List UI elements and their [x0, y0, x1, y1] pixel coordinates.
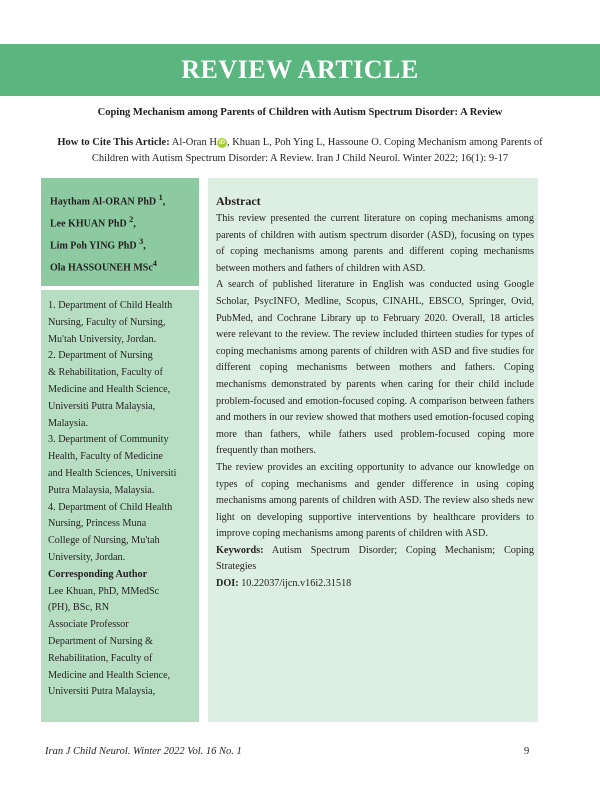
- affiliation-line: and Health Sciences, Universiti: [48, 467, 177, 479]
- affiliation-line: 4. Department of Child Health: [48, 501, 173, 513]
- article-title: Coping Mechanism among Parents of Children with Autism Spectrum Disorder: A Review: [97, 107, 503, 118]
- orcid-icon[interactable]: iD: [218, 140, 225, 146]
- doi-link[interactable]: 10.22037/ijcn.v16i2.31518: [241, 578, 352, 590]
- affiliation-line: & Rehabilitation, Faculty of: [48, 367, 163, 379]
- author-entry: Ola HASSOUNEH MSc$^4$: [50, 259, 157, 274]
- abstract-paragraph: The review provides an exciting opportunity to advance our knowledge on types of coping mechanisms and gender difference in using coping mechanisms among parents of children with ASD. The review also sheds new light on developing supportive interventions by healthcare providers to improve coping mechanisms among parents of children with ASD.: [216, 461, 534, 540]
- affiliation-line: 3. Department of Community: [48, 434, 169, 446]
- author-entry: Lim Poh YING PhD $^3$,: [50, 237, 146, 252]
- affiliation-line: Mu'tah University, Jordan.: [48, 333, 157, 345]
- citation: [40, 135, 560, 167]
- abstract-panel: [208, 178, 538, 722]
- page-number: 9: [524, 746, 530, 757]
- corresponding-author-heading: Corresponding Author: [48, 568, 148, 580]
- affiliation-line: Universiti Putra Malaysia,: [48, 400, 156, 412]
- author-entry: Haytham Al-ORAN PhD $^1$,: [50, 193, 166, 208]
- footer-journal-info: Iran J Child Neurol. Winter 2022 Vol. 16 No. 1: [45, 746, 242, 757]
- affiliation-line: College of Nursing, Mu'tah: [48, 535, 160, 547]
- doi: DOI: 10.22037/ijcn.v16i2.31518: [216, 578, 352, 590]
- affiliation-line: Health, Faculty of Medicine: [48, 451, 163, 463]
- corresponding-line: Rehabilitation, Faculty of: [48, 652, 153, 664]
- authors-panel: [41, 178, 199, 286]
- corresponding-line: Associate Professor: [48, 619, 129, 631]
- article-type-banner: REVIEW ARTICLE: [0, 44, 600, 96]
- abstract-paragraph: A search of published literature in English was conducted using Google Scholar, PsycINFO, Medline, Scopus, CINAHL, EBSCO, Springer, Ovid, PubMed, and Cochrane Library up to February 2020. Overall, 18 articles were relevant to the review. The review included thirteen studies for types of coping mechanisms among parents of children with ASD and five studies for different coping mechanisms between mothers and fathers. Coping mechanisms demonstrated by parents when caring for their child include problem-focused and emotion-focused coping. A comparison between fathers and mothers in our review showed that mothers used emotion-focused coping more than fathers, while fathers used problem-focused coping more frequently than mothers.: [216, 279, 534, 457]
- affiliation-line: Medicine and Health Science,: [48, 383, 171, 395]
- citation-label: How to Cite This Article:: [57, 137, 170, 148]
- affiliation-line: Nursing, Faculty of Nursing,: [48, 316, 166, 328]
- abstract-heading: Abstract: [216, 194, 261, 208]
- affiliation-line: University, Jordan.: [48, 551, 126, 563]
- affiliation-line: Malaysia.: [48, 417, 88, 429]
- corresponding-line: Medicine and Health Science,: [48, 669, 171, 681]
- corresponding-line: (PH), BSc, RN: [48, 602, 110, 614]
- corresponding-line: Lee Khuan, PhD, MMedSc: [48, 585, 160, 597]
- corresponding-line: Department of Nursing &: [48, 635, 153, 647]
- abstract-paragraph: This review presented the current literature on coping mechanisms among parents of children with autism spectrum disorder (ASD), focusing on types of coping mechanisms among parents and different coping mechanisms between mothers and fathers of children with ASD.: [216, 213, 534, 274]
- affiliations-panel: [41, 290, 199, 722]
- citation-rest: , Khuan L, Poh Ying L, Hassoune O. Coping Mechanism among Parents of Children with Autism Spectrum Disorder: A Review. Iran J Child Neurol. Winter 2022; 16(1): 9-17: [91, 137, 543, 164]
- affiliation-line: 1. Department of Child Health: [48, 300, 173, 311]
- author-entry: Lee KHUAN PhD $^2$,: [50, 215, 136, 230]
- corresponding-line: Universiti Putra Malaysia,: [48, 686, 156, 698]
- affiliation-line: Nursing, Princess Muna: [48, 518, 147, 530]
- keywords: Keywords: Autism Spectrum Disorder; Coping Mechanism; Coping Strategies: [216, 544, 534, 573]
- affiliation-line: 2. Department of Nursing: [48, 350, 153, 362]
- citation-first-author: Al-Oran H: [171, 137, 217, 148]
- affiliation-line: Putra Malaysia, Malaysia.: [48, 484, 155, 496]
